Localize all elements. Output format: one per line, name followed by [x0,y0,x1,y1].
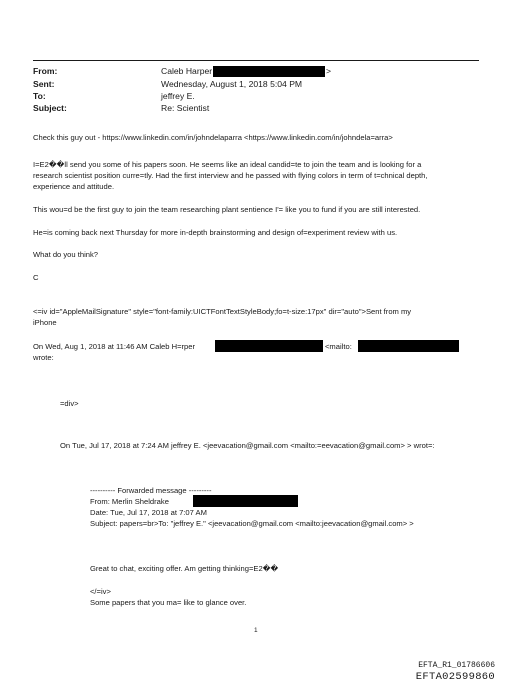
from-email-redaction [213,66,325,77]
from-value-tail: > [326,66,332,76]
body-line-7: What do you think? [33,250,99,259]
forwarded-subject: Subject: papers=br>To: "jeffrey E." <jeevacation@gmail.com <mailto:jeevacation@gmail.com> > [90,519,414,528]
signature-line: <=iv id="AppleMailSignature" style="font-family:UICTFontTextStyleBody;fo=t-size:17px" dir="auto">Sent from my [33,307,412,316]
subject-value: Re: Scientist [161,103,210,113]
subject-label: Subject: [33,103,67,113]
forwarded-marker: ---------- Forwarded message --------- [90,486,212,495]
from-label: From: [33,66,58,76]
quote-mailto: <mailto: [325,342,352,351]
footer-id-2: EFTA02599860 [415,671,495,683]
div-fragment: =div> [60,399,79,408]
footer-id-1: EFTA_R1_01786606 [418,661,495,670]
body-line-4: experience and attitude. [33,182,115,191]
from-value: Caleb Harper [161,66,213,76]
body-line-6: He=is coming back next Thursday for more in-depth brainstorming and design of=experiment review with us. [33,228,398,237]
to-value: jeffrey E. [161,91,195,101]
body-line-5: This wou=d be the first guy to join the team researching plant sentience I'= like you to fund if you are still interested. [33,205,421,214]
caleb-email-redaction [215,340,323,352]
body-line-8: C [33,273,39,282]
forwarded-body-line-3: Some papers that you ma= like to glance over. [90,598,247,607]
body-line-2: I=E2��ll send you some of his papers soon. He seems like an ideal candid=te to join the team and is looking for a [33,160,422,169]
to-label: To: [33,91,46,101]
body-line-3: research scientist position curre=tly. Had the first interview and he passed with flying colors in term of t=chnical depth, [33,171,428,180]
forwarded-body-line-1: Great to chat, exciting offer. Am getting thinking=E2�� [90,564,279,573]
merlin-email-redaction [193,495,298,507]
quote-wrote: wrote: [33,353,54,362]
forwarded-body-line-2: </=iv> [90,587,111,596]
caleb-mailto-redaction [358,340,459,352]
forwarded-date: Date: Tue, Jul 17, 2018 at 7:07 AM [90,508,207,517]
sent-label: Sent: [33,79,55,89]
signature-line-iphone: iPhone [33,318,57,327]
forwarded-from: From: Merlin Sheldrake [90,497,169,506]
page-number: 1 [254,627,258,634]
quote-header-line: On Wed, Aug 1, 2018 at 11:46 AM Caleb H=rper [33,342,196,351]
nested-quote-header: On Tue, Jul 17, 2018 at 7:24 AM jeffrey E. <jeevacation@gmail.com <mailto:=eevacation@gmail.com> > wrot=: [60,441,435,450]
sent-value: Wednesday, August 1, 2018 5:04 PM [161,79,303,89]
header-top-rule [33,60,479,61]
body-line-linkedin: Check this guy out - https://www.linkedin.com/in/johndelaparra <https://www.linkedin.com/in/johndela=arra> [33,133,393,142]
